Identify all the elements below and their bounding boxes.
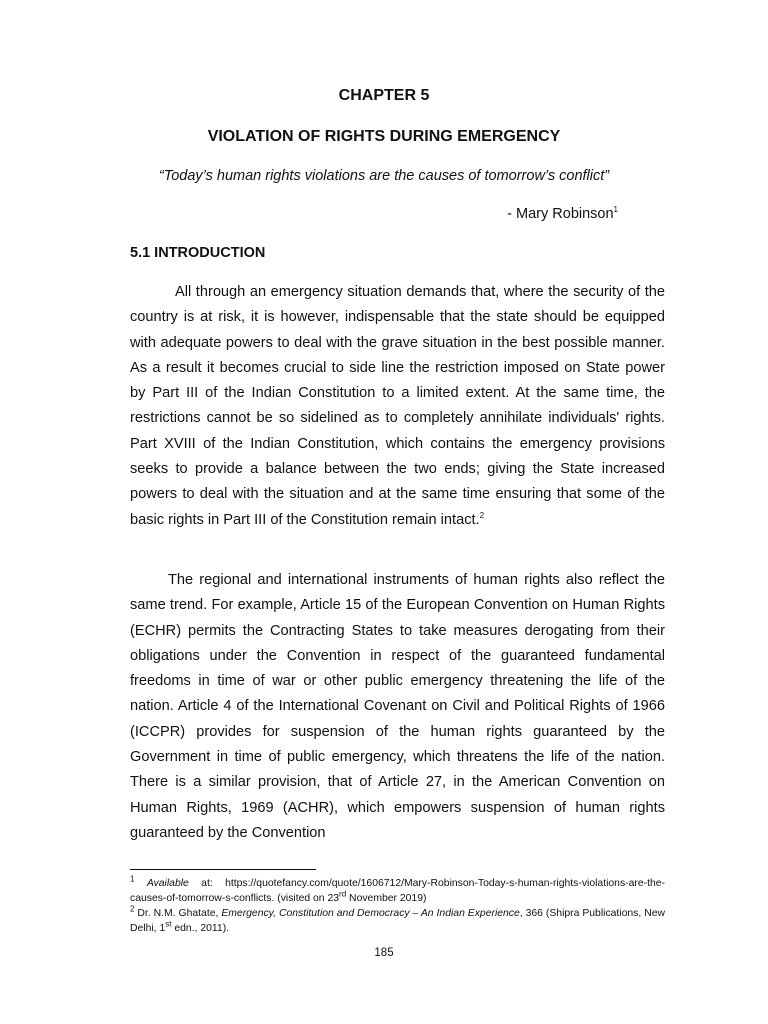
footnote-1 xyxy=(130,874,665,906)
footnote-2-book-title: Emergency, Constitution and Democracy – An Indian Experience xyxy=(221,908,520,919)
paragraph-1-text: All through an emergency situation demands that, where the security of the country is at risk, it is however, indispensable that the state should be equipped with adequate powers to deal with the grave situation in the best possible manner. As a result it becomes crucial to side line the restriction imposed on State power by Part III of the Indian Constitution to a limited extent. At the same time, the restrictions cannot be so sidelined as to completely annihilate individuals' rights. Part XVIII of the Indian Constitution, which contains the emergency provisions seeks to provide a balance between the two ends; giving the State increased powers to deal with the situation and at the same time ensuring that some of the basic rights in Part III of the Constitution remain intact. xyxy=(130,284,665,528)
paragraph-1 xyxy=(130,280,665,533)
epigraph-author-name: - Mary Robinson xyxy=(507,206,614,222)
footnote-1-text: at: https://quotefancy.com/quote/1606712/Mary-Robinson-Today-s-human-rights-violations-are-the-causes-of-tomorrow-s-conflicts. (visited on 23 xyxy=(130,878,665,904)
page-number: 185 xyxy=(374,947,394,959)
epigraph-author xyxy=(507,206,618,222)
footnote-2 xyxy=(130,904,665,936)
footnote-1-ordinal: rd xyxy=(339,889,347,899)
footnote-2-ordinal: st xyxy=(165,919,172,929)
epigraph-quote: “Today’s human rights violations are the causes of tomorrow’s conflict” xyxy=(158,168,610,184)
chapter-title: VIOLATION OF RIGHTS DURING EMERGENCY xyxy=(207,128,561,145)
paragraph-2: The regional and international instruments of human rights also reflect the same trend. For example, Article 15 of the European Convention on Human Rights (ECHR) permits the Contracting States to take measures derogating from their obligations under the Convention in respect of the guaranteed fundamental freedoms in time of war or other public emergency threatening the life of the nation. Article 4 of the International Covenant on Civil and Political Rights of 1966 (ICCPR) provides for suspension of the human rights guaranteed by the Government in time of public emergency, which threatens the life of the nation. There is a similar provision, that of Article 27, in the American Convention on Human Rights, 1969 (ACHR), which empowers suspension of human rights guaranteed by the Convention xyxy=(130,572,665,841)
section-heading: 5.1 INTRODUCTION xyxy=(130,245,266,261)
footnote-1-number: 1 xyxy=(130,874,135,884)
footnote-ref-2: 2 xyxy=(479,510,485,520)
footnote-ref-1: 1 xyxy=(613,205,618,215)
footnote-2-text-end: edn., 2011). xyxy=(171,922,230,934)
footnote-divider xyxy=(130,869,316,870)
footnote-2-author: Dr. N.M. Ghatate, xyxy=(134,908,222,919)
footnote-1-label: Available xyxy=(146,878,189,889)
chapter-heading: CHAPTER 5 xyxy=(338,87,430,104)
footnote-1-text-end: November 2019) xyxy=(346,892,427,904)
footnote-2-number: 2 xyxy=(130,904,135,914)
footnote-2-text: , 366 (Shipra Publications, New Delhi, 1 xyxy=(130,908,665,934)
